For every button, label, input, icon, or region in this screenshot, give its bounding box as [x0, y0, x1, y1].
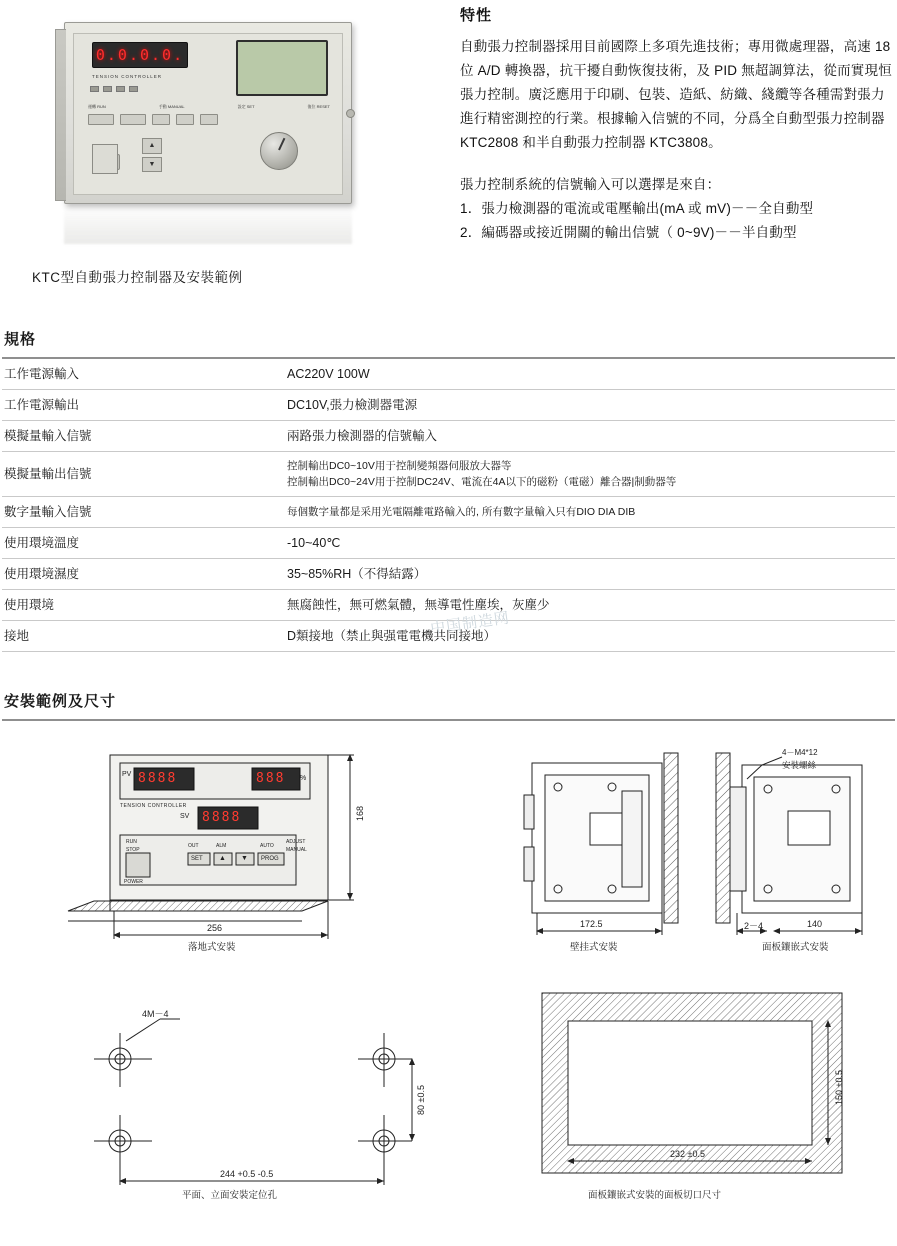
- spec-key: 模擬量輸出信號: [2, 452, 285, 497]
- panel-btn-down[interactable]: ▼: [241, 855, 248, 862]
- dimensions-top-rule: [2, 719, 895, 721]
- power-button[interactable]: [92, 144, 118, 174]
- photo-caption: KTC型自動張力控制器及安裝範例: [32, 270, 243, 285]
- spec-value-line: 無腐蝕性，無可燃氣體，無導電性塵埃，灰塵少: [287, 598, 550, 612]
- flush-dim-2: 140: [807, 919, 823, 929]
- lcd-screen: [236, 40, 328, 96]
- table-row: [2, 497, 895, 528]
- device-front-panel: [73, 33, 343, 195]
- table-row: [2, 559, 895, 590]
- panel-percent-sign: %: [300, 775, 307, 782]
- panel-brand-label: TENSION CONTROLLER: [120, 803, 187, 809]
- spec-value-line: AC220V 100W: [287, 367, 370, 381]
- feature-input-option-1: 1．張力檢測器的電流或電壓輸出(mA 或 mV)－－全自動型: [460, 201, 814, 216]
- spec-value: [285, 621, 895, 652]
- indicator-lamp: [129, 86, 138, 92]
- indicator-lamp: [90, 86, 99, 92]
- panel-side-label-run: RUN: [126, 839, 137, 845]
- cutout-caption: 面板鑲嵌式安裝的面板切口尺寸: [588, 1190, 722, 1201]
- panel-sv-label: SV: [180, 813, 190, 820]
- panel-label-run: 運轉 RUN: [88, 104, 106, 109]
- spec-value-line: 35~85%RH（不得結露）: [287, 567, 427, 581]
- spec-value-line: D類接地（禁止與强電電機共同接地）: [287, 629, 497, 643]
- table-row: [2, 359, 895, 390]
- indicator-lamp: [103, 86, 112, 92]
- spec-value-line: -10~40℃: [287, 536, 341, 550]
- wall-caption: 壁挂式安裝: [570, 942, 618, 953]
- arrow-keypad[interactable]: [142, 138, 162, 172]
- spec-key: 工作電源輸入: [2, 359, 285, 390]
- spec-key: 數字量輸入信號: [2, 497, 285, 528]
- flush-caption: 面板鑲嵌式安裝: [762, 942, 829, 953]
- indicator-lamp: [116, 86, 125, 92]
- panel-side-label-alm: ALM: [216, 843, 227, 849]
- table-row: [2, 590, 895, 621]
- spec-value: [285, 590, 895, 621]
- panel-sv-value: 8888: [202, 810, 242, 825]
- table-row: [2, 528, 895, 559]
- panel-button-row: [88, 114, 330, 125]
- dimensions-section: [0, 690, 897, 1205]
- panel-button-set[interactable]: [88, 114, 114, 125]
- dimension-drawings: [2, 735, 897, 1205]
- spec-value-line: 控制輸出DC0~10V用于控制變頻器伺服放大器等: [287, 460, 512, 472]
- spec-value: [285, 421, 895, 452]
- hole-vertical-dim: 80 ±0.5: [416, 1085, 426, 1115]
- panel-pv-label: PV: [122, 771, 132, 778]
- led-digits: 0.0.0.0.: [95, 46, 185, 64]
- spec-key: 使用環境: [2, 590, 285, 621]
- panel-label-manual: 手動 MANUAL: [158, 104, 185, 109]
- spec-table: [2, 359, 895, 652]
- panel-button-run[interactable]: [120, 114, 146, 125]
- hole-thread-label: 4M－4: [142, 1009, 169, 1019]
- floor-height-dim: 168: [355, 805, 365, 821]
- floor-width-dim: 256: [207, 923, 223, 933]
- panel-side-label-adjust: ADJUST: [286, 839, 306, 845]
- panel-btn-set[interactable]: SET: [191, 856, 203, 862]
- table-row: [2, 452, 895, 497]
- feature-column: [452, 4, 897, 286]
- spec-key: 接地: [2, 621, 285, 652]
- dimensions-title: 安裝範例及尺寸: [4, 693, 117, 710]
- spec-value: [285, 559, 895, 590]
- down-arrow-icon[interactable]: ▼: [142, 157, 162, 173]
- panel-pv-value: 8888: [138, 771, 178, 786]
- table-row: [2, 621, 895, 652]
- spec-value: [285, 390, 895, 421]
- panel-btn-prog[interactable]: PROG: [261, 856, 279, 862]
- spec-key: 使用環境濕度: [2, 559, 285, 590]
- spec-value: [285, 497, 895, 528]
- product-photo-column: [0, 4, 452, 286]
- tension-controller-device: [64, 22, 352, 204]
- flush-screw-note: 4－M4*12: [782, 748, 818, 757]
- panel-label-reset: 復位 RESET: [307, 104, 330, 109]
- photo-reflection: [64, 204, 352, 244]
- spec-value-line: 每個數字量都是采用光電隔離電路輸入的, 所有數字量輸入只有DIO DIA DIB: [287, 506, 636, 518]
- rotary-knob[interactable]: [260, 132, 298, 170]
- spec-value-line: DC10V,張力檢測器電源: [287, 398, 418, 412]
- spec-value: [285, 528, 895, 559]
- spec-value: [285, 359, 895, 390]
- feature-paragraph-2-lead: 張力控制系統的信號輸入可以選擇是來自：: [460, 177, 721, 192]
- panel-button-a[interactable]: [152, 114, 170, 125]
- spec-value-line: 兩路張力檢測器的信號輸入: [287, 429, 438, 443]
- panel-power-label: POWER: [124, 879, 143, 885]
- spec-key: 使用環境溫度: [2, 528, 285, 559]
- device-brand-label: TENSION CONTROLLER: [92, 74, 163, 79]
- panel-side-label-stop: STOP: [126, 847, 140, 853]
- indicator-lamp-row: [90, 86, 202, 96]
- wall-width-dim: 172.5: [580, 919, 603, 929]
- product-photo: [34, 4, 438, 250]
- led-display: [92, 42, 188, 68]
- panel-side-label-manual: MANUAL: [286, 847, 307, 853]
- table-row: [2, 421, 895, 452]
- panel-label-set: 設定 SET: [237, 104, 255, 109]
- panel-side-label-out: OUT: [188, 843, 199, 849]
- cutout-vertical-dim: 150 ±0.5: [834, 1070, 844, 1105]
- spec-value: [285, 452, 895, 497]
- spec-title: 規格: [4, 331, 37, 348]
- spec-key: 工作電源輸出: [2, 390, 285, 421]
- spec-value-line: 控制輸出DC0~24V用于控制DC24V、電流在4A以下的磁粉（電磁）離合器|制動器等: [287, 476, 677, 488]
- hole-horizontal-dim: 244 +0.5 -0.5: [220, 1169, 274, 1179]
- feature-title: 特性: [460, 7, 493, 24]
- panel-percent-value: 888: [256, 771, 286, 786]
- panel-side-label-auto: AUTO: [260, 843, 274, 849]
- panel-label-row: [88, 104, 330, 110]
- table-row: [2, 390, 895, 421]
- side-screw-icon: [346, 109, 355, 118]
- hole-caption: 平面、立面安裝定位孔: [182, 1190, 278, 1201]
- watermark: 中国制造网: [429, 609, 511, 638]
- spec-key: 模擬量輸入信號: [2, 421, 285, 452]
- feature-body: [460, 35, 897, 245]
- panel-button-c[interactable]: [200, 114, 218, 125]
- feature-paragraph-1: 自動張力控制器採用目前國際上多項先進技術；專用微處理器，高速 18 位 A/D 轉換器，抗干擾自動恢復技術，及 PID 無超調算法，從而實現恒張力控制。廣泛應用于印刷、包裝、造紙、紡織、綫纜等各種需對張力進行精密測控的行業。根據輸入信號的不同，分爲全自動型張力控制器 KTC2808 和半自動張力控制器 KTC3808。: [460, 39, 892, 150]
- panel-btn-up[interactable]: ▲: [219, 855, 226, 862]
- top-section: [0, 0, 897, 286]
- floor-caption: 落地式安裝: [188, 942, 236, 953]
- feature-input-option-2: 2．編碼器或接近開關的輸出信號（ 0~9V)－－半自動型: [460, 225, 797, 240]
- spec-section: [0, 328, 897, 652]
- panel-button-b[interactable]: [176, 114, 194, 125]
- flush-screw-note-2: 安裝螺絲: [782, 760, 817, 770]
- flush-dim-1: 2－4: [744, 921, 764, 931]
- cutout-horizontal-dim: 232 ±0.5: [670, 1149, 705, 1159]
- up-arrow-icon[interactable]: ▲: [142, 138, 162, 154]
